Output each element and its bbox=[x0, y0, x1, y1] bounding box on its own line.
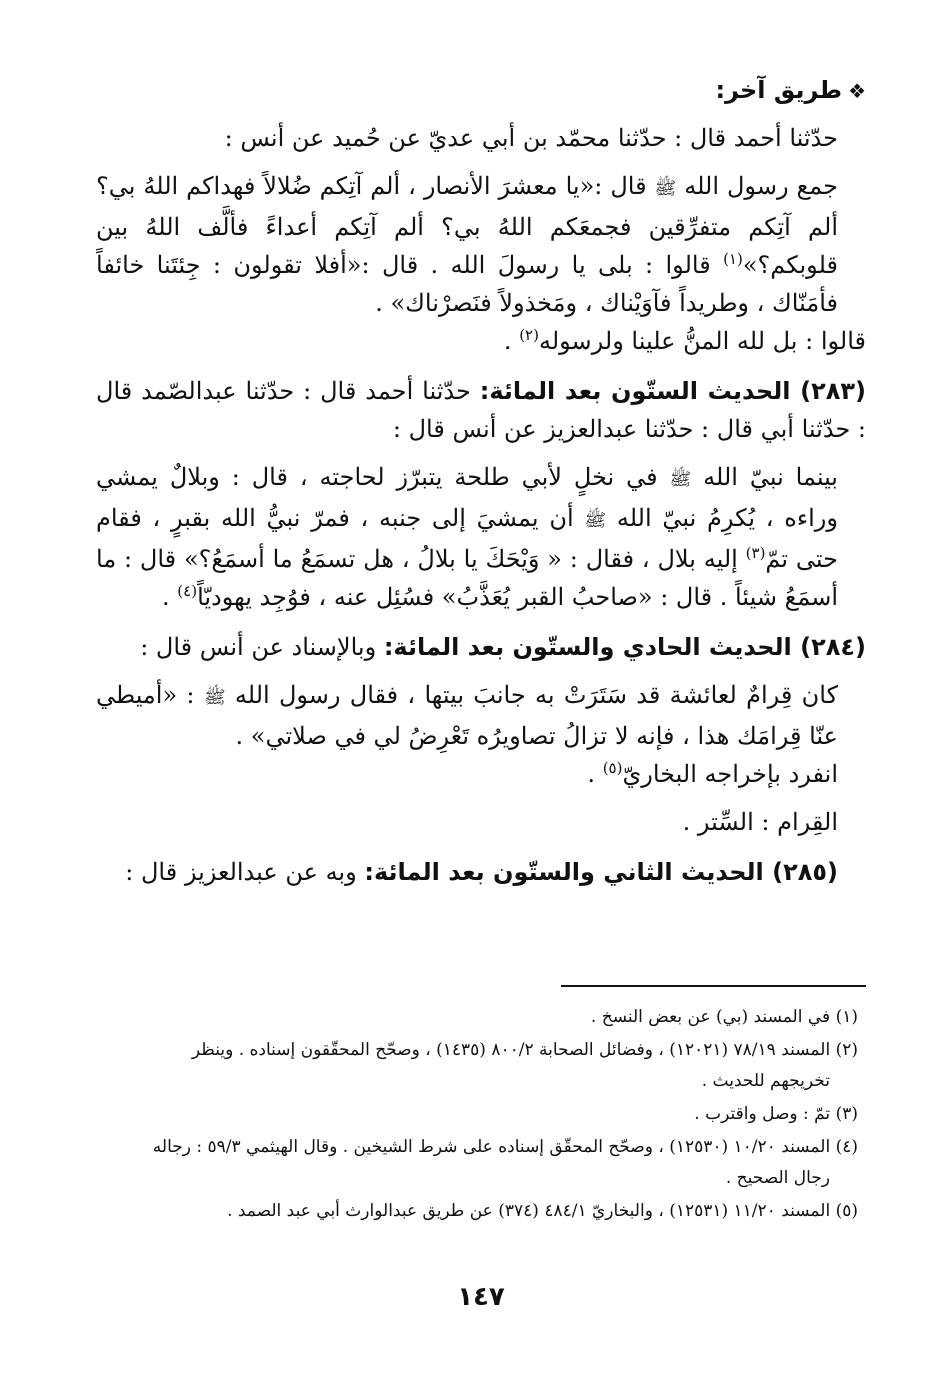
hadith-283 bbox=[96, 372, 866, 448]
section-heading-text: طريق آخر: bbox=[715, 76, 843, 104]
salawat-icon: ﷺ bbox=[654, 178, 677, 199]
footnote-text: المسند ٧٨/١٩ (١٢٠٢١) ، وفضائل الصحابة ٨٠٠/٢ (١٤٣٥) ، وصحّح المحقّقون إسناده . وينظر bbox=[191, 1040, 831, 1060]
diamond-bullet-icon: ❖ bbox=[848, 79, 866, 103]
hadith-285-isnad: وبه عن عبدالعزيز قال : bbox=[125, 858, 357, 886]
footnotes bbox=[96, 1000, 866, 1227]
footnote-2 bbox=[96, 1035, 866, 1097]
footnote-number: (٣) bbox=[835, 1104, 858, 1124]
text-segment: بينما نبيّ الله bbox=[703, 463, 838, 491]
footnote-ref-2[interactable]: (٢) bbox=[519, 326, 539, 344]
qiram-definition: القِرام : السِّتر . bbox=[682, 808, 838, 836]
text-segment: جمع رسول الله bbox=[684, 172, 838, 200]
footnote-continuation: تخريجهم للحديث . bbox=[701, 1071, 830, 1091]
footnote-ref-1[interactable]: (١) bbox=[723, 250, 743, 268]
hadith-text-qiram bbox=[96, 676, 866, 755]
text-segment: قال :«يا معشرَ الأنصار ، ألم آتِكم ضُلالاً فهداكم اللهُ بي؟ ألم آتِكم متفرِّقين فجمعَكم اللهُ بي؟ ألم آتِكم أعداءً فألَّف اللهُ بين قلوبكم؟» bbox=[96, 172, 838, 279]
text-segment: . bbox=[587, 760, 596, 788]
footnote-separator bbox=[561, 985, 866, 987]
hadith-285 bbox=[96, 853, 866, 891]
isnad-line: حدّثنا أحمد قال : حدّثنا محمّد بن أبي عديّ عن حُميد عن أنس : bbox=[224, 124, 838, 152]
text-segment: . bbox=[162, 583, 170, 611]
hadith-283-title: (٢٨٣) الحديث الستّون بعد المائة: bbox=[479, 377, 866, 405]
footnote-text: تمّ : وصل واقترب . bbox=[694, 1104, 831, 1124]
hadith-283-isnad: حدّثنا أحمد قال : حدّثنا عبدالصّمد قال : حدّثنا أبي قال : حدّثنا عبدالعزيز عن أنس قال : bbox=[96, 377, 866, 443]
footnote-1 bbox=[96, 1002, 866, 1033]
hadith-text-grave bbox=[96, 458, 866, 616]
page-number: ١٤٧ bbox=[457, 1282, 505, 1312]
hadith-284 bbox=[96, 628, 866, 666]
text-segment: انفرد بإخراجه البخاريّ bbox=[622, 760, 838, 788]
text-segment: كان قِرامٌ لعائشة قد سَتَرَتْ به جانبَ بيتها ، فقال رسول الله bbox=[234, 681, 839, 709]
hadith-text-reply bbox=[96, 322, 866, 360]
footnote-text: المسند ١١/٢٠ (١٢٥٣١) ، والبخاريّ ٤٨٤/١ (٣٧٤) عن طريق عبدالوارث أبي عبد الصمد . bbox=[227, 1201, 831, 1221]
salawat-icon: ﷺ bbox=[203, 687, 226, 708]
footnote-3 bbox=[96, 1099, 866, 1130]
hadith-284-isnad: وبالإسناد عن أنس قال : bbox=[140, 633, 377, 661]
text-segment: في نخلٍ لأبي طلحة يتبرّز لحاجته ، قال : وبلالٌ يمشي وراءه ، يُكرِمُ نبيّ الله bbox=[96, 463, 838, 532]
footnote-5 bbox=[96, 1196, 866, 1227]
section-heading bbox=[96, 70, 866, 111]
text-segment: قالوا : بل لله المنُّ علينا ولرسوله bbox=[538, 327, 866, 355]
salawat-icon: ﷺ bbox=[584, 510, 607, 531]
footnote-number: (٤) bbox=[835, 1137, 858, 1157]
text-segment: أن يمشيَ إلى جنبه ، فمرّ نبيُّ الله بقبرٍ ، فقام حتى تمّ bbox=[96, 504, 838, 573]
footnote-number: (٢) bbox=[835, 1040, 858, 1060]
text-segment: . bbox=[503, 327, 512, 355]
footnote-continuation: رجال الصحيح . bbox=[725, 1168, 830, 1188]
hadith-284-title: (٢٨٤) الحديث الحادي والستّون بعد المائة: bbox=[383, 633, 866, 661]
text-segment: : «أميطي عنّا قِرامَك هذا ، فإنه لا تزالُ تصاويرُه تَعْرِضُ لي في صلاتي» . bbox=[96, 681, 838, 750]
footnote-4 bbox=[96, 1132, 866, 1194]
text-segment: إليه بلال ، فقال : « وَيْحَكَ يا بلالُ ، هل تسمَعُ ما أسمَعُ؟» قال : ما أسمَعُ شيئاً . قال : «صاحبُ القبر يُعَذَّبُ» فسُئِل عنه ، فوُجِد يهوديّاً bbox=[96, 545, 838, 611]
hadith-text-ansar bbox=[96, 167, 866, 322]
book-page bbox=[96, 70, 866, 1360]
footnote-number: (١) bbox=[835, 1007, 858, 1027]
footnote-ref-3[interactable]: (٣) bbox=[745, 544, 766, 562]
footnote-text: في المسند (بي) عن بعض النسخ . bbox=[590, 1007, 831, 1027]
text-segment: قالوا : بلى يا رسولَ الله . قال :«أفلا تقولون : جِئتَنا خائفاً فأمَنّاك ، وطريداً فآوَيْناك ، ومَخذولاً فنَصرْناك» . bbox=[96, 251, 838, 317]
footnote-text: المسند ١٠/٢٠ (١٢٥٣٠) ، وصحّح المحقّق إسناده على شرط الشيخين . وقال الهيثمي ٥٩/٣ : رجاله bbox=[152, 1137, 831, 1157]
footnote-number: (٥) bbox=[835, 1201, 858, 1221]
hadith-285-title: (٢٨٥) الحديث الثاني والستّون بعد المائة: bbox=[364, 858, 838, 886]
bukhari-note bbox=[96, 755, 866, 793]
footnote-ref-4[interactable]: (٤) bbox=[177, 582, 198, 600]
salawat-icon: ﷺ bbox=[669, 469, 692, 490]
footnote-ref-5[interactable]: (٥) bbox=[602, 759, 623, 777]
